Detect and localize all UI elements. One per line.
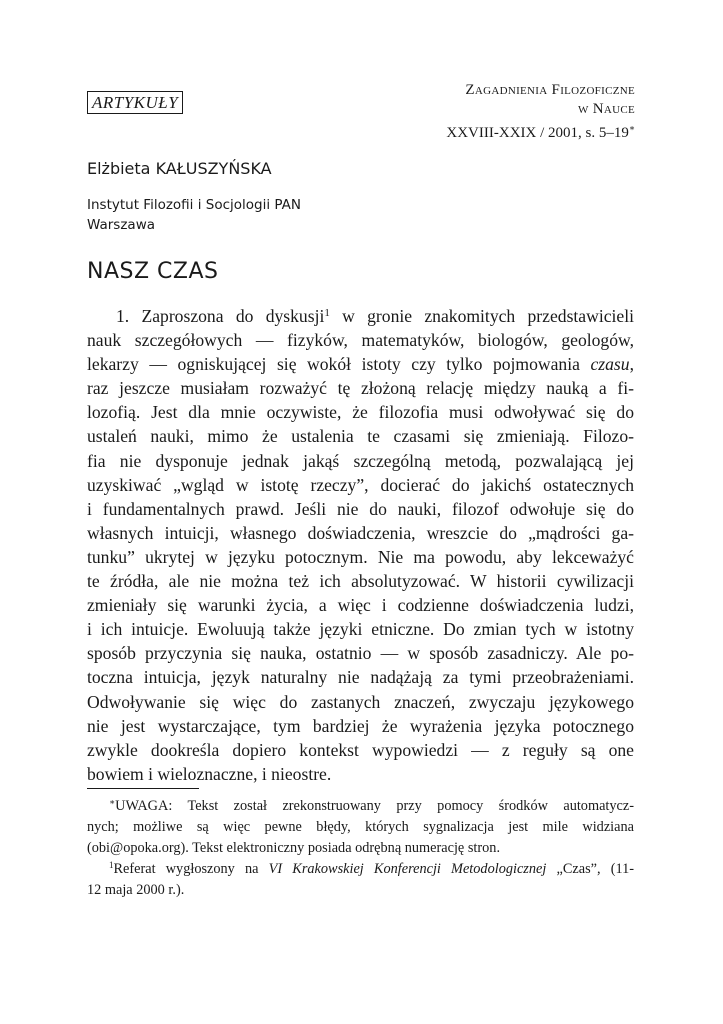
body-line: tunku” ukrytej w języku potocznym. Nie ma powodu, aby lekceważyć bbox=[87, 546, 634, 567]
body-text-run: lekarzy — ogniskującej się wokół istoty czy tylko pojmowania bbox=[87, 354, 591, 375]
body-line bbox=[87, 352, 634, 376]
footnote-line: nych; możliwe są więc pewne błędy, których sygnalizacja jest mile widziana bbox=[87, 819, 634, 835]
body-line: toczna intuicja, język naturalny nie nadążają za tymi przeobrażeniami. bbox=[87, 667, 634, 688]
author-name bbox=[87, 158, 272, 180]
body-line: zwykle dookreśla dopiero kontekst wypowiedzi — z reguły są one bbox=[87, 739, 634, 760]
section-label: ARTYKUŁY bbox=[87, 91, 183, 114]
body-line: ustaleń nauki, mimo że ustalenia te czasami się zmieniają. Filozo- bbox=[87, 426, 634, 447]
body-line: fia nie dysponuje jednak jakąś szczególną metodą, pozwalającą jej bbox=[87, 450, 634, 471]
footnote-rule bbox=[87, 788, 199, 789]
author-last-name: KAŁUSZYŃSKA bbox=[155, 159, 272, 178]
body-line: własnych intuicji, własnego doświadczenia, wreszcie do „mądrości ga- bbox=[87, 522, 634, 543]
body-line: uzyskiwać „wgląd w istotę rzeczy”, docierać do jakichś ostatecznych bbox=[87, 474, 634, 495]
author-affiliation bbox=[87, 195, 301, 235]
journal-info bbox=[446, 81, 635, 143]
affiliation-institute: Instytut Filozofii i Socjologii PAN bbox=[87, 197, 302, 213]
affiliation-city: Warszawa bbox=[87, 217, 156, 233]
journal-note-mark: ∗ bbox=[628, 123, 635, 133]
footnote-text: Referat wygłoszony na bbox=[113, 861, 269, 877]
footnote-mark-star: ∗ bbox=[109, 797, 116, 807]
body-line: lozofią. Jest dla mnie oczywiste, że filozofia musi odwoływać się do bbox=[87, 402, 634, 423]
body-line: bowiem i wieloznaczne, i nieostre. bbox=[87, 763, 332, 784]
body-line: raz jeszcze musiałam rozważyć tę złożoną relację między nauką a fi- bbox=[87, 378, 634, 399]
body-line: i fundamentalnych prawd. Jeśli nie do nauki, filozof odwołuje się do bbox=[87, 498, 634, 519]
body-line: zmieniały się warunki życia, a więc i codzienne doświadczenia ludzi, bbox=[87, 595, 634, 616]
body-text-run: 1. Zaproszona do dyskusji bbox=[116, 306, 325, 326]
article-body bbox=[87, 304, 634, 786]
footnotes bbox=[87, 796, 634, 901]
journal-volume-pages bbox=[446, 119, 635, 143]
body-line: te źródła, ale nie można też ich absolutyzować. W historii cywilizacji bbox=[87, 571, 634, 592]
journal-name-line1: Zagadnienia Filozoficzne bbox=[465, 82, 635, 98]
conference-name: VI Krakowskiej Konferencji Metodologicznej bbox=[268, 861, 547, 877]
body-line: nie jest wystarczające, tym bardziej że wyrażenia języka potocznego bbox=[87, 715, 634, 736]
footnote-line bbox=[87, 796, 634, 817]
body-line: nauk szczegółowych — fizyków, matematyków, biologów, geologów, bbox=[87, 330, 634, 351]
footnote-line: (obi@opoka.org). Tekst elektroniczny posiada odrębną numerację stron. bbox=[87, 840, 501, 856]
body-text-run: w gronie znakomitych przedstawicieli bbox=[329, 306, 634, 326]
footnote-text: UWAGA: Tekst został zrekonstruowany przy pomocy środków automatycz- bbox=[115, 798, 634, 814]
journal-volume-text: XXVIII-XXIX / 2001, s. 5–19 bbox=[446, 125, 629, 141]
footnote-line: 12 maja 2000 r.). bbox=[87, 882, 185, 898]
footnote-text: „Czas”, (11- bbox=[546, 861, 635, 877]
body-line: i ich intuicje. Ewoluują także języki etniczne. Do zmian tych w istotny bbox=[87, 619, 634, 640]
body-line: sposób przyczynia się nauka, ostatnio — w sposób zasadniczy. Ale po- bbox=[87, 643, 634, 664]
journal-name-line2: w Nauce bbox=[577, 101, 635, 117]
footnote-line bbox=[87, 859, 634, 880]
author-first-name: Elżbieta bbox=[87, 159, 151, 178]
article-title: NASZ CZAS bbox=[87, 259, 219, 284]
body-text-run: , bbox=[629, 354, 634, 375]
body-line: Odwoływanie się więc do zastanych znaczeń, zwyczaju językowego bbox=[87, 691, 634, 712]
body-line bbox=[87, 304, 634, 328]
footnote-ref-1: 1 bbox=[324, 307, 330, 319]
emphasis-term: czasu bbox=[590, 354, 630, 375]
footnote-mark-1: 1 bbox=[109, 860, 114, 870]
